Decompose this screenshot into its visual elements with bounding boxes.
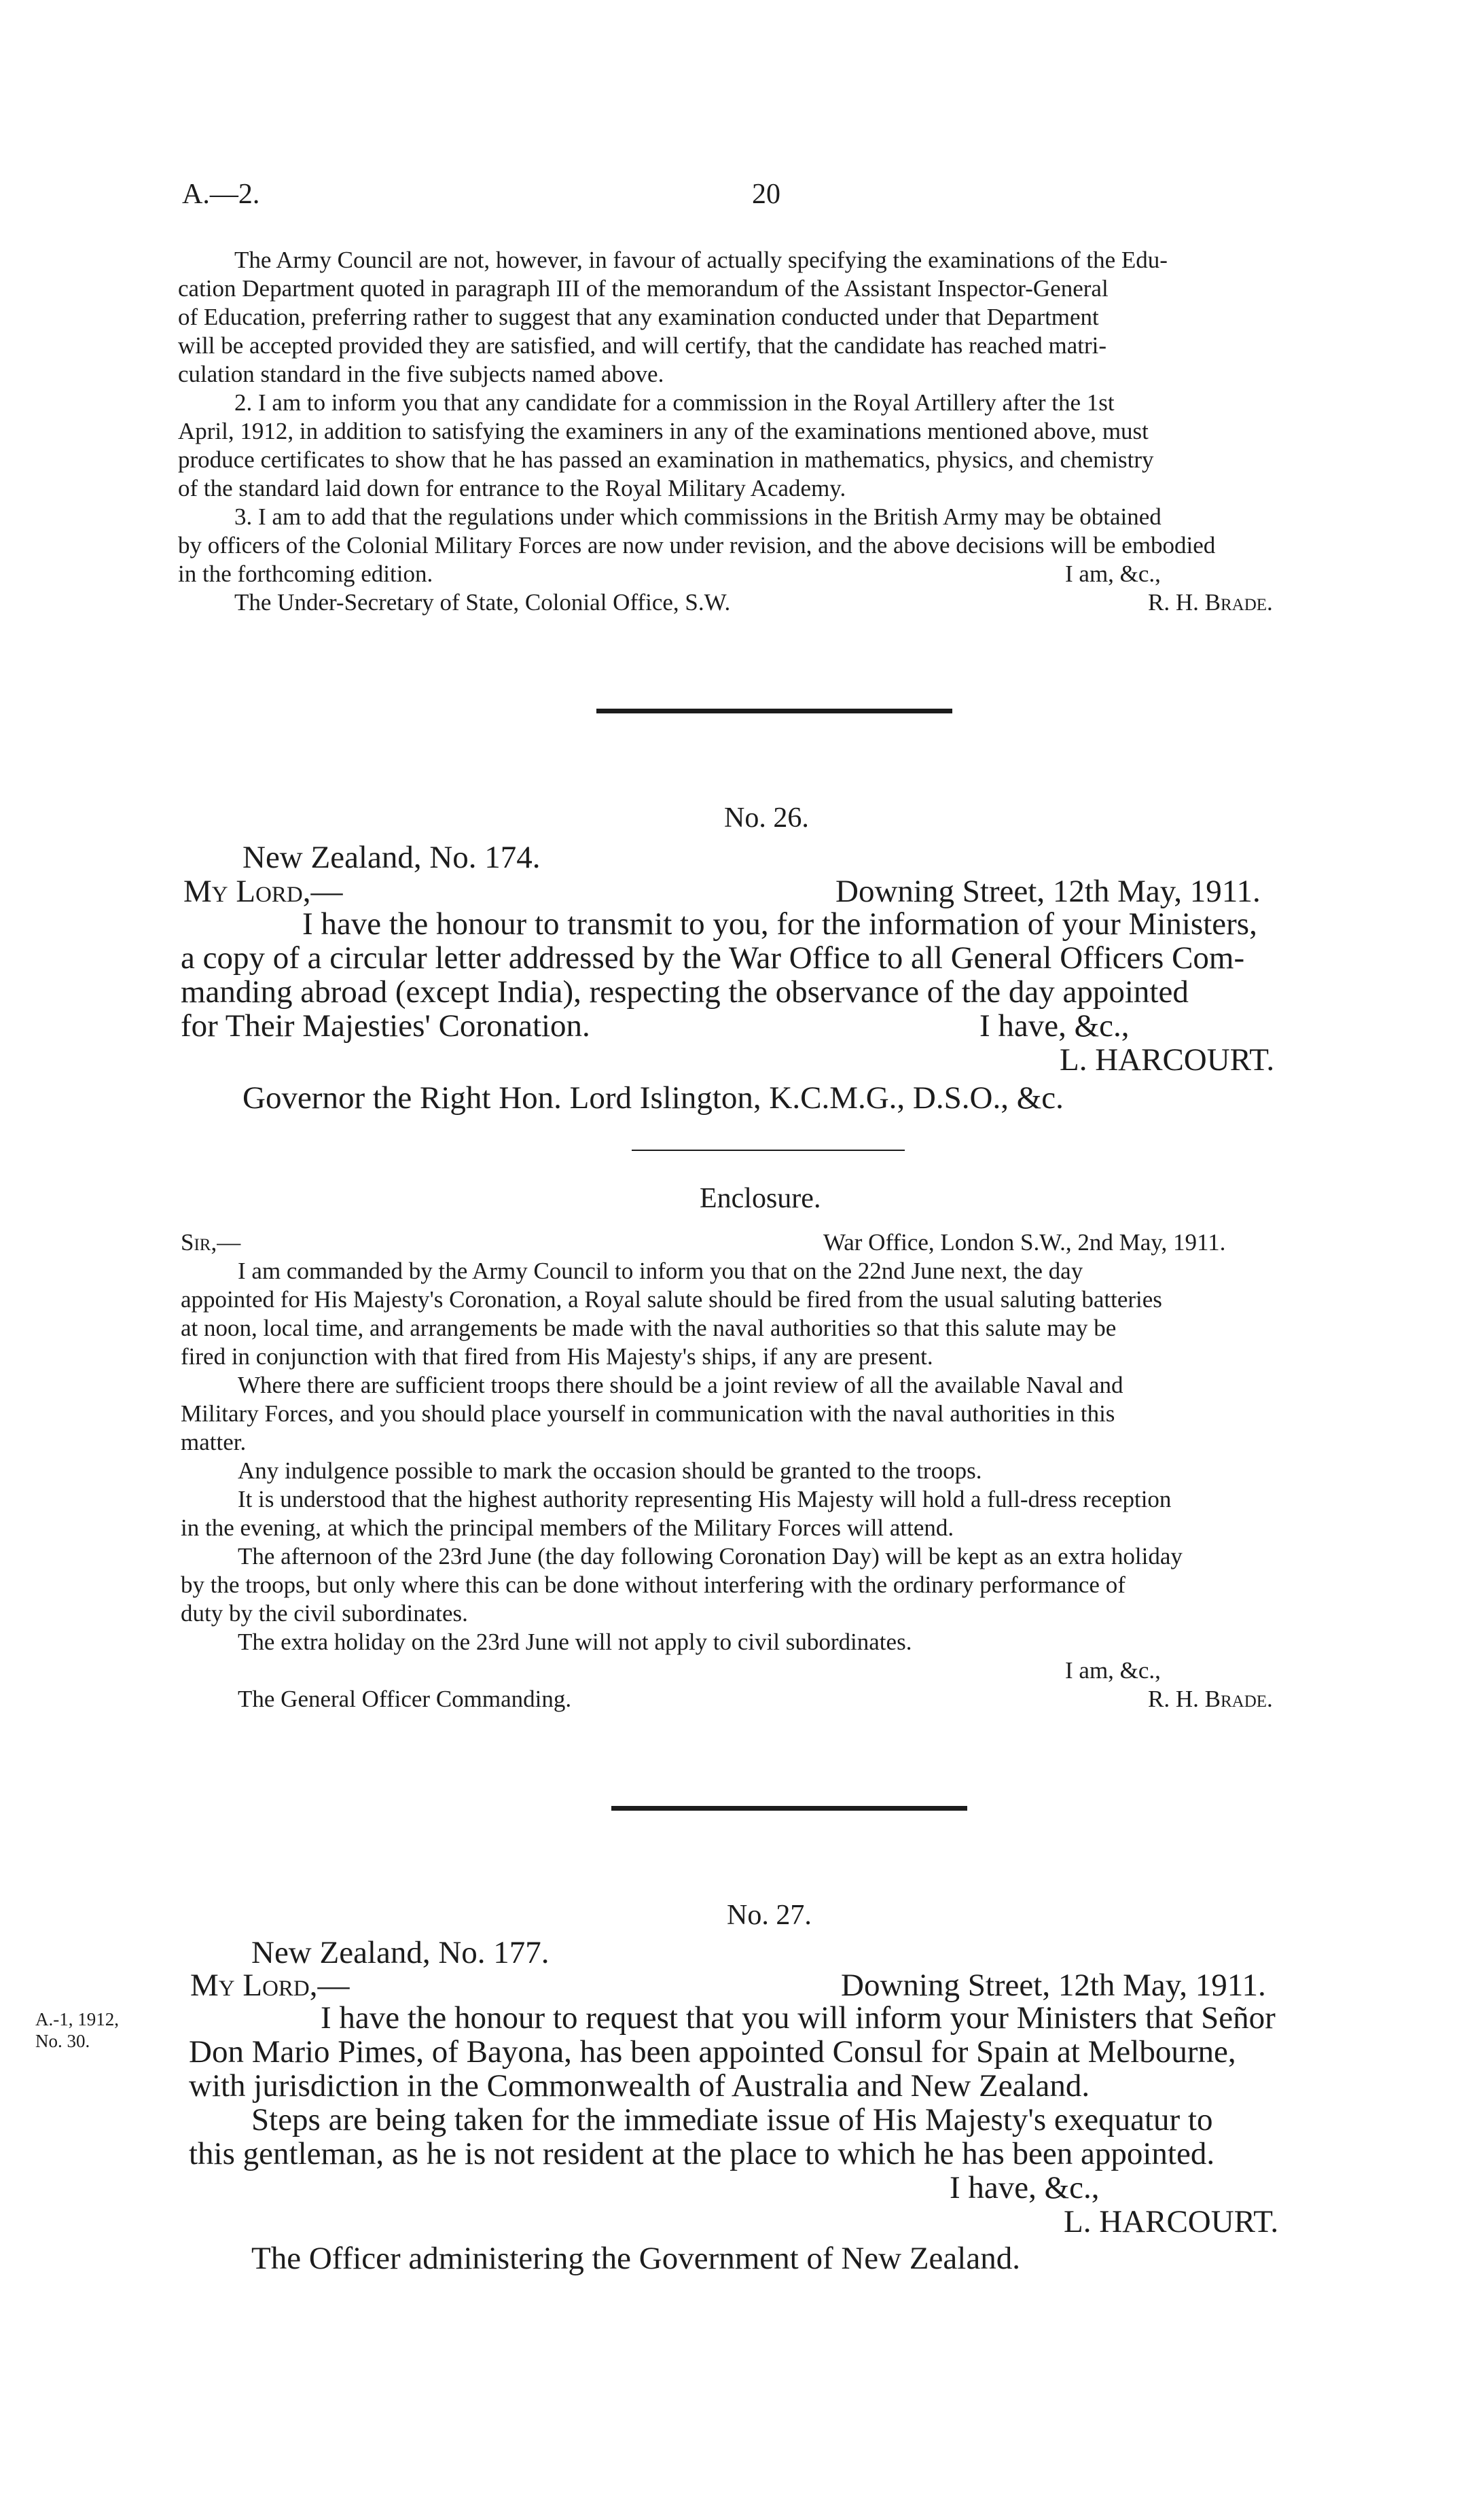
- place-date: Downing Street, 12th May, 1911.: [835, 874, 1261, 909]
- addressee: The Officer administering the Government of New Zealand.: [251, 2241, 1020, 2276]
- body-line: of Education, preferring rather to suggest that any examination conducted under that Department: [178, 304, 1099, 330]
- closing: I am, &c.,: [1065, 561, 1161, 587]
- body-line: Military Forces, and you should place yourself in communication with the naval authorities in this: [181, 1400, 1115, 1427]
- salutation: Sir,—: [181, 1229, 241, 1256]
- body-line: by the troops, but only where this can be done without interfering with the ordinary performance of: [181, 1572, 1126, 1598]
- body-line: a copy of a circular letter addressed by the War Office to all General Officers Com-: [181, 940, 1245, 976]
- body-line: 3. I am to add that the regulations under which commissions in the British Army may be obtained: [234, 503, 1162, 530]
- body-line: fired in conjunction with that fired from His Majesty's ships, if any are present.: [181, 1343, 933, 1370]
- letter-number: No. 26.: [724, 802, 809, 834]
- salutation: My Lord,—: [190, 1968, 350, 2003]
- place-date: Downing Street, 12th May, 1911.: [841, 1968, 1266, 2003]
- body-line: cation Department quoted in paragraph III of the memorandum of the Assistant Inspector-General: [178, 275, 1109, 302]
- addressee: The Under-Secretary of State, Colonial Office, S.W.: [234, 589, 731, 616]
- signature: R. H. Brade.: [1148, 589, 1273, 616]
- salutation: My Lord,—: [183, 874, 343, 909]
- closing: I am, &c.,: [1065, 1657, 1161, 1684]
- body-line: The afternoon of the 23rd June (the day following Coronation Day) will be kept as an extra holiday: [238, 1543, 1183, 1569]
- body-line: Don Mario Pimes, of Bayona, has been appointed Consul for Spain at Melbourne,: [189, 2034, 1236, 2070]
- body-line: matter.: [181, 1429, 247, 1455]
- closing: I have, &c.,: [950, 2170, 1100, 2205]
- body-line: of the standard laid down for entrance to the Royal Military Academy.: [178, 475, 846, 501]
- signature: L. HARCOURT.: [1064, 2204, 1279, 2239]
- letter-ref: New Zealand, No. 174.: [242, 840, 541, 875]
- margin-note: No. 30.: [35, 2031, 90, 2051]
- margin-note: A.-1, 1912,: [35, 2009, 119, 2029]
- body-line: I have the honour to transmit to you, for the information of your Ministers,: [302, 906, 1257, 942]
- body-line: It is understood that the highest authority representing His Majesty will hold a full-dress reception: [238, 1486, 1172, 1512]
- body-line: Where there are sufficient troops there should be a joint review of all the available Naval and: [238, 1372, 1123, 1398]
- section-divider: [611, 1806, 967, 1811]
- signature: L. HARCOURT.: [1060, 1042, 1275, 1078]
- body-line: at noon, local time, and arrangements be made with the naval authorities so that this salute may be: [181, 1315, 1117, 1341]
- body-line: I am commanded by the Army Council to inform you that on the 22nd June next, the day: [238, 1258, 1083, 1284]
- body-line: with jurisdiction in the Commonwealth of Australia and New Zealand.: [189, 2068, 1090, 2104]
- body-line: for Their Majesties' Coronation.: [181, 1008, 590, 1044]
- body-line: will be accepted provided they are satisfied, and will certify, that the candidate has reached matri-: [178, 332, 1106, 359]
- body-line: I have the honour to request that you will inform your Ministers that Señor: [321, 2000, 1276, 2036]
- body-line: Any indulgence possible to mark the occasion should be granted to the troops.: [238, 1457, 982, 1484]
- body-line: 2. I am to inform you that any candidate for a commission in the Royal Artillery after the 1st: [234, 389, 1115, 416]
- body-line: culation standard in the five subjects named above.: [178, 361, 664, 387]
- body-line: The Army Council are not, however, in favour of actually specifying the examinations of the Edu-: [234, 247, 1168, 273]
- body-line: produce certificates to show that he has passed an examination in mathematics, physics, and chemistry: [178, 446, 1154, 473]
- body-line: April, 1912, in addition to satisfying the examiners in any of the examinations mentioned above, must: [178, 418, 1149, 444]
- enclosure-divider: [632, 1150, 905, 1151]
- page-header-ref: A.—2.: [182, 179, 260, 210]
- body-line: manding abroad (except India), respecting the observance of the day appointed: [181, 974, 1189, 1010]
- letter-ref: New Zealand, No. 177.: [251, 1935, 550, 1970]
- body-line: Steps are being taken for the immediate issue of His Majesty's exequatur to: [251, 2102, 1213, 2137]
- body-line: this gentleman, as he is not resident at the place to which he has been appointed.: [189, 2136, 1215, 2171]
- place-date: War Office, London S.W., 2nd May, 1911.: [823, 1229, 1226, 1256]
- body-line: by officers of the Colonial Military Forces are now under revision, and the above decisions will be embodied: [178, 532, 1216, 558]
- enclosure-heading: Enclosure.: [700, 1183, 821, 1214]
- closing: I have, &c.,: [979, 1008, 1130, 1044]
- section-divider: [596, 709, 952, 713]
- page-number: 20: [752, 179, 780, 210]
- addressee: The General Officer Commanding.: [238, 1686, 572, 1712]
- body-line: appointed for His Majesty's Coronation, a Royal salute should be fired from the usual saluting batteries: [181, 1286, 1162, 1313]
- body-line: duty by the civil subordinates.: [181, 1600, 468, 1627]
- addressee: Governor the Right Hon. Lord Islington, K.C.M.G., D.S.O., &c.: [242, 1080, 1064, 1116]
- body-line: in the forthcoming edition.: [178, 561, 433, 587]
- body-line: in the evening, at which the principal members of the Military Forces will attend.: [181, 1514, 954, 1541]
- letter-number: No. 27.: [727, 1900, 812, 1931]
- body-line: The extra holiday on the 23rd June will not apply to civil subordinates.: [238, 1629, 912, 1655]
- signature: R. H. Brade.: [1148, 1686, 1273, 1712]
